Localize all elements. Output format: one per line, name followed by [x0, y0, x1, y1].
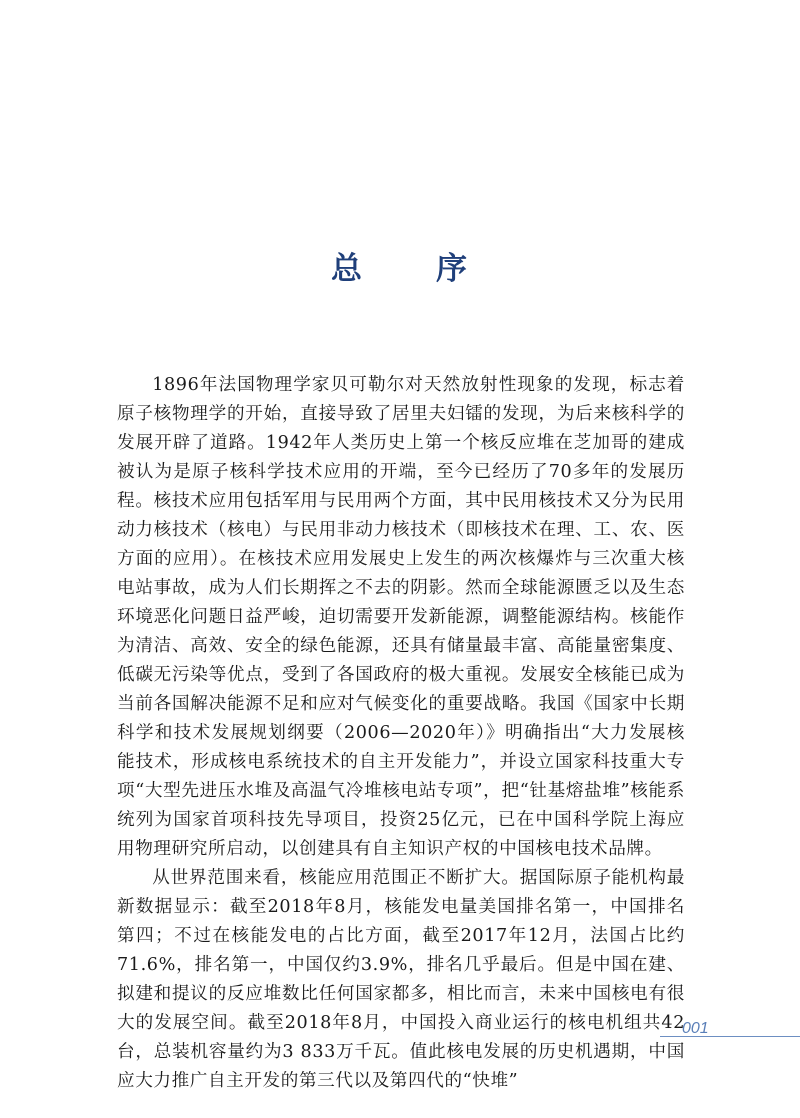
page-number: 001 [682, 1020, 709, 1037]
footer-divider [660, 1036, 800, 1037]
paragraph-2: 从世界范围来看，核能应用范围正不断扩大。据国际原子能机构最新数据显示：截至2018年8月，核能发电量美国排名第一，中国排名第四；不过在核能发电的占比方面，截至2017年12月，法国占比约71.6%，排名第一，中国仅约3.9%，排名几乎最后。但是中国在建、拟建和提议的反应堆数比任何国家都多，相比而言，未来中国核电有很大的发展空间。截至2018年8月，中国投入商业运行的核电机组共42台，总装机容量约为3 833万千瓦。值此核电发展的历史机遇期，中国应大力推广自主开发的第三代以及第四代的“快堆” [117, 868, 685, 1091]
body-text [117, 371, 685, 1096]
title-char-2: 序 [436, 251, 469, 287]
page-title [0, 243, 800, 288]
title-char-1: 总 [331, 251, 364, 287]
paragraph-1: 1896年法国物理学家贝可勒尔对天然放射性现象的发现，标志着原子核物理学的开始，直接导致了居里夫妇镭的发现，为后来核科学的发展开辟了道路。1942年人类历史上第一个核反应堆在芝加哥的建成被认为是原子核科学技术应用的开端，至今已经历了70多年的发展历程。核技术应用包括军用与民用两个方面，其中民用核技术又分为民用动力核技术（核电）与民用非动力核技术（即核技术在理、工、农、医方面的应用）。在核技术应用发展史上发生的两次核爆炸与三次重大核电站事故，成为人们长期挥之不去的阴影。然而全球能源匮乏以及生态环境恶化问题日益严峻，迫切需要开发新能源，调整能源结构。核能作为清洁、高效、安全的绿色能源，还具有储量最丰富、高能量密集度、低碳无污染等优点，受到了各国政府的极大重视。发展安全核能已成为当前各国解决能源不足和应对气候变化的重要战略。我国《国家中长期科学和技术发展规划纲要（2006—2020年）》明确指出“大力发展核能技术，形成核电系统技术的自主开发能力”，并设立国家科技重大专项“大型先进压水堆及高温气冷堆核电站专项”，把“钍基熔盐堆”核能系统列为国家首项科技先导项目，投资25亿元，已在中国科学院上海应用物理研究所启动，以创建具有自主知识产权的中国核电技术品牌。 [117, 375, 685, 859]
